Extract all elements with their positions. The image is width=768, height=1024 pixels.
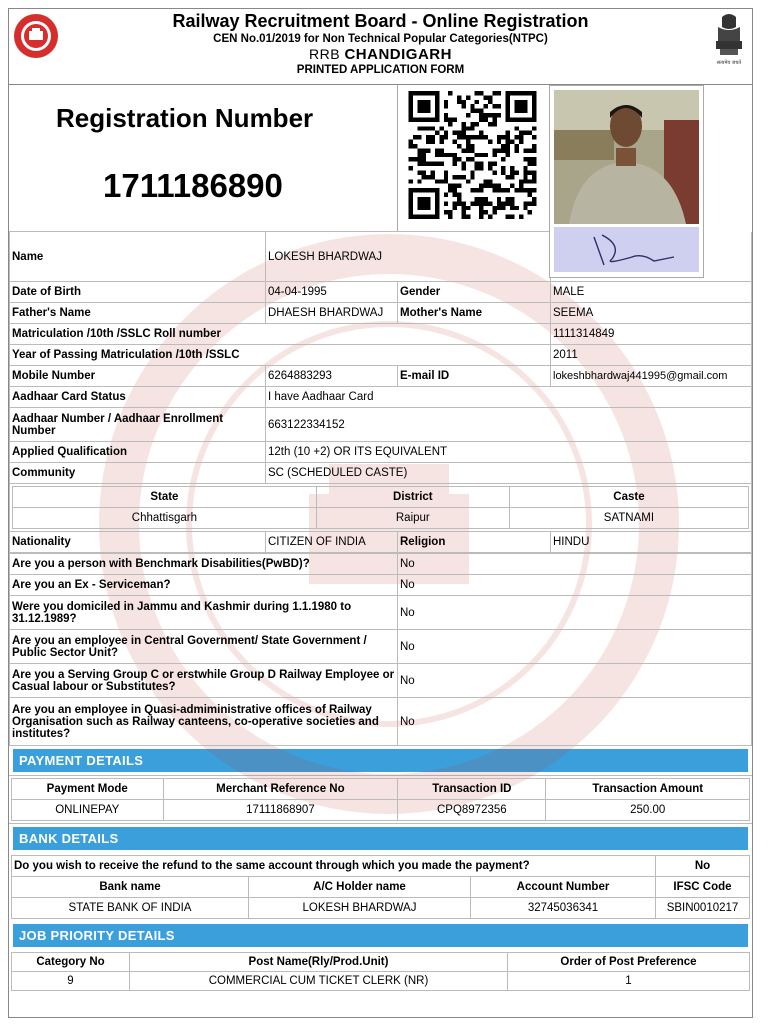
candidate-photo	[554, 90, 699, 224]
registration-box	[9, 85, 398, 231]
community-label: Community	[10, 463, 266, 484]
gender-value: MALE	[551, 282, 752, 303]
refund-answer: No	[656, 856, 750, 877]
aadhaar-number-value: 663122334152	[266, 408, 752, 442]
question-jk-domicile: Were you domiciled in Jammu and Kashmir during 1.1.1980 to 31.12.1989?	[10, 596, 398, 630]
name-value: LOKESH BHARDWAJ	[266, 232, 551, 282]
candidate-signature	[554, 227, 699, 272]
category-no-value: 9	[12, 972, 130, 991]
religion-value: HINDU	[551, 532, 752, 553]
answer-govt-employee: No	[398, 630, 752, 664]
ifsc-value: SBIN0010217	[656, 898, 750, 919]
eligibility-questions-table	[9, 553, 752, 746]
bank-details-header: BANK DETAILS	[13, 827, 748, 850]
category-no-header: Category No	[12, 953, 130, 972]
payment-details-header: PAYMENT DETAILS	[13, 749, 748, 772]
father-value: DHAESH BHARDWAJ	[266, 303, 398, 324]
caste-header: Caste	[509, 487, 748, 508]
personal-info-table	[9, 231, 752, 553]
bank-name-header: Bank name	[12, 877, 249, 898]
mother-value: SEEMA	[551, 303, 752, 324]
bank-section	[9, 853, 752, 921]
question-govt-employee: Are you an employee in Central Government/ State Government / Public Sector Unit?	[10, 630, 398, 664]
qr-code-icon	[405, 91, 540, 219]
question-pwbd: Are you a person with Benchmark Disabilities(PwBD)?	[10, 554, 398, 575]
photo-frame	[549, 85, 704, 278]
state-header: State	[13, 487, 317, 508]
answer-ex-serviceman: No	[398, 575, 752, 596]
mobile-label: Mobile Number	[10, 366, 266, 387]
religion-label: Religion	[398, 532, 551, 553]
year-label: Year of Passing Matriculation /10th /SSLC	[10, 345, 551, 366]
district-header: District	[316, 487, 509, 508]
payment-section	[9, 775, 752, 824]
merchant-ref-value: 17111868907	[163, 800, 398, 821]
registration-number: 1711186890	[103, 167, 283, 204]
merchant-ref-header: Merchant Reference No	[163, 779, 398, 800]
roll-value: 1111314849	[551, 324, 752, 345]
qualification-label: Applied Qualification	[10, 442, 266, 463]
district-value: Raipur	[316, 508, 509, 529]
roll-label: Matriculation /10th /SSLC Roll number	[10, 324, 551, 345]
nationality-label: Nationality	[10, 532, 266, 553]
notice-number: CEN No.01/2019 for Non Technical Popular Categories(NTPC)	[213, 33, 548, 45]
dob-value: 04-04-1995	[266, 282, 398, 303]
bank-name-value: STATE BANK OF INDIA	[12, 898, 249, 919]
year-value: 2011	[551, 345, 752, 366]
question-quasi-admin: Are you an employee in Quasi-admiministrative offices of Railway Organisation such as Railway canteens, co-operative societies and institutes?	[10, 698, 398, 746]
aadhaar-number-label: Aadhaar Number / Aadhaar Enrollment Number	[10, 408, 266, 442]
payment-mode-value: ONLINEPAY	[12, 800, 164, 821]
account-number-value: 32745036341	[471, 898, 656, 919]
transaction-id-header: Transaction ID	[398, 779, 546, 800]
refund-question: Do you wish to receive the refund to the same account through which you made the payment?	[12, 856, 656, 877]
printed-form-label: PRINTED APPLICATION FORM	[296, 64, 465, 76]
email-value: lokeshbhardwaj441995@gmail.com	[551, 366, 752, 387]
registration-area	[9, 85, 752, 231]
answer-quasi-admin: No	[398, 698, 752, 746]
qualification-value: 12th (10 +2) OR ITS EQUIVALENT	[266, 442, 752, 463]
registration-label: Registration Number	[56, 103, 314, 133]
aadhaar-status-value: I have Aadhaar Card	[266, 387, 752, 408]
ifsc-header: IFSC Code	[656, 877, 750, 898]
dob-label: Date of Birth	[10, 282, 266, 303]
location-cell	[10, 484, 752, 532]
aadhaar-status-label: Aadhaar Card Status	[10, 387, 266, 408]
question-railway-employee: Are you a Serving Group C or erstwhile Group D Railway Employee or Casual labour or Substitutes?	[10, 664, 398, 698]
community-value: SC (SCHEDULED CASTE)	[266, 463, 752, 484]
form-header	[9, 9, 752, 85]
answer-jk-domicile: No	[398, 596, 752, 630]
post-preference-header: Order of Post Preference	[508, 953, 750, 972]
rrb-line: RRB CHANDIGARH	[309, 46, 452, 63]
father-label: Father's Name	[10, 303, 266, 324]
transaction-amount-header: Transaction Amount	[546, 779, 750, 800]
state-value: Chhattisgarh	[13, 508, 317, 529]
email-label: E-mail ID	[398, 366, 551, 387]
nationality-value: CITIZEN OF INDIA	[266, 532, 398, 553]
mobile-value: 6264883293	[266, 366, 398, 387]
payment-mode-header: Payment Mode	[12, 779, 164, 800]
caste-value: SATNAMI	[509, 508, 748, 529]
application-form	[8, 8, 753, 1018]
job-priority-header: JOB PRIORITY DETAILS	[13, 924, 748, 947]
post-preference-value: 1	[508, 972, 750, 991]
account-number-header: Account Number	[471, 877, 656, 898]
payment-table	[11, 778, 750, 821]
holder-name-header: A/C Holder name	[249, 877, 471, 898]
answer-railway-employee: No	[398, 664, 752, 698]
job-priority-section	[9, 950, 752, 993]
question-ex-serviceman: Are you an Ex - Serviceman?	[10, 575, 398, 596]
transaction-amount-value: 250.00	[546, 800, 750, 821]
form-title: Railway Recruitment Board - Online Registration	[172, 11, 589, 31]
national-emblem-icon	[710, 11, 748, 67]
gender-label: Gender	[398, 282, 551, 303]
post-name-value: COMMERCIAL CUM TICKET CLERK (NR)	[130, 972, 508, 991]
holder-name-value: LOKESH BHARDWAJ	[249, 898, 471, 919]
answer-pwbd: No	[398, 554, 752, 575]
post-name-header: Post Name(Rly/Prod.Unit)	[130, 953, 508, 972]
name-label: Name	[10, 232, 266, 282]
indian-railways-logo-icon	[12, 12, 60, 60]
svg-text:सत्यमेव जयते: सत्यमेव जयते	[716, 60, 742, 66]
mother-label: Mother's Name	[398, 303, 551, 324]
bank-table	[11, 855, 750, 919]
job-priority-table	[11, 952, 750, 991]
transaction-id-value: CPQ8972356	[398, 800, 546, 821]
location-table	[12, 486, 749, 529]
